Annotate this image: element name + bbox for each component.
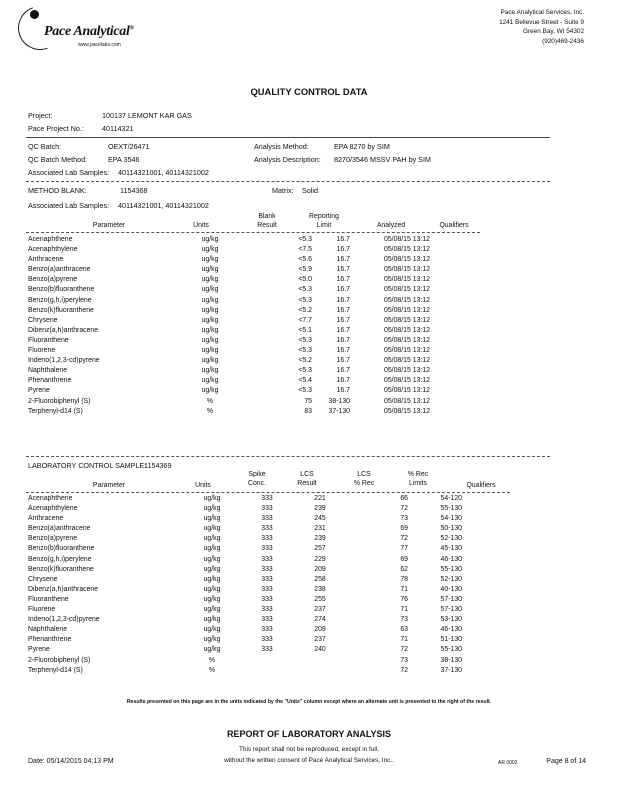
- table-row: [28, 544, 462, 554]
- table-cell: 257: [314, 545, 326, 553]
- table-cell: 37-130: [328, 407, 350, 415]
- table-cell: ug/kg: [203, 595, 221, 603]
- table-cell: 333: [261, 595, 273, 603]
- logo-url: www.pacelabs.com: [78, 42, 121, 48]
- spike-conc-header: Spike Conc.: [247, 471, 266, 487]
- table-cell: Benzo(a)pyrene: [28, 276, 78, 284]
- table-row: [28, 397, 430, 407]
- logo-dot-icon: [30, 10, 39, 19]
- table-cell: <5.2: [298, 306, 312, 314]
- table-cell: ug/kg: [201, 357, 219, 365]
- table-cell: 40-130: [440, 585, 462, 593]
- table-cell: %: [208, 656, 216, 664]
- table-cell: 05/08/15 13:12: [384, 316, 430, 324]
- table-cell: 333: [261, 565, 273, 573]
- table-cell: 72: [400, 535, 408, 543]
- table-row: [28, 296, 430, 306]
- table-cell: 16.7: [336, 236, 350, 243]
- table-cell: 45-130: [440, 545, 462, 553]
- table-cell: Benzo(a)anthracene: [28, 525, 91, 533]
- table-cell: 16.7: [336, 246, 350, 254]
- table-row: [28, 514, 462, 524]
- table-cell: ug/kg: [203, 636, 221, 644]
- table-cell: <5.3: [298, 286, 312, 294]
- table-cell: Benzo(b)fluoranthene: [28, 545, 95, 553]
- table-cell: ug/kg: [203, 565, 221, 573]
- table-cell: Benzo(k)fluoranthene: [28, 565, 94, 573]
- project-label: Project:: [28, 111, 53, 120]
- table-cell: ug/kg: [201, 266, 219, 274]
- table-cell: ug/kg: [203, 495, 221, 502]
- reporting-limit-header: Reporting Limit: [309, 213, 339, 229]
- table-cell: ug/kg: [203, 606, 221, 614]
- table-cell: ug/kg: [203, 505, 221, 513]
- table-cell: 16.7: [336, 256, 350, 264]
- table-cell: 83: [304, 407, 312, 415]
- table-row: [28, 595, 462, 605]
- blank-result-header: Blank Result: [257, 213, 277, 229]
- table-cell: 231: [314, 525, 326, 533]
- table-cell: 57-130: [440, 595, 462, 603]
- table-cell: 333: [261, 525, 273, 533]
- table-cell: <5.2: [298, 357, 312, 365]
- table-cell: 05/08/15 13:12: [384, 377, 430, 385]
- table-cell: 237: [314, 636, 326, 644]
- table-row: [28, 285, 430, 295]
- table-cell: Benzo(a)pyrene: [28, 535, 78, 543]
- table-cell: 73: [400, 656, 408, 664]
- table-cell: 05/08/15 13:12: [384, 387, 430, 395]
- table-row: [28, 235, 430, 245]
- table-cell: ug/kg: [201, 367, 219, 375]
- table-row: [28, 494, 462, 504]
- table-cell: %: [208, 666, 216, 674]
- table-cell: 05/08/15 13:12: [384, 236, 430, 243]
- table-row: [28, 615, 462, 625]
- table-row: [28, 407, 430, 417]
- table-cell: 72: [400, 505, 408, 513]
- table-cell: ug/kg: [201, 256, 219, 264]
- method-blank-id: 1154368: [120, 186, 148, 195]
- table-cell: ug/kg: [201, 286, 219, 294]
- table-row: [28, 625, 462, 635]
- table-cell: Acenaphthene: [28, 495, 73, 502]
- table-cell: 46-130: [440, 626, 462, 634]
- table-cell: Chrysene: [28, 575, 58, 583]
- table-cell: 05/08/15 13:12: [384, 326, 430, 334]
- report-date: Date: 05/14/2015 04:13 PM: [28, 758, 114, 765]
- divider: [26, 456, 550, 457]
- table-cell: 274: [314, 616, 326, 624]
- header-underline: [26, 232, 480, 233]
- table-cell: 73: [400, 515, 408, 523]
- qc-batch-method-label: QC Batch Method:: [28, 155, 88, 164]
- lcs-table: [28, 494, 462, 676]
- initials-stamp: AR 0002: [498, 760, 518, 766]
- table-cell: Phenanthrene: [28, 636, 72, 644]
- page-number: Page 8 of 14: [546, 758, 586, 765]
- table-row: [28, 306, 430, 316]
- table-cell: ug/kg: [201, 316, 219, 324]
- table-row: [28, 504, 462, 514]
- table-cell: <5.4: [298, 377, 312, 385]
- table-cell: 05/08/15 13:12: [384, 357, 430, 365]
- table-cell: 2-Fluorobiphenyl (S): [28, 656, 91, 664]
- table-cell: <7.5: [298, 246, 312, 254]
- table-cell: 05/08/15 13:12: [384, 296, 430, 304]
- table-cell: 333: [261, 646, 273, 654]
- table-cell: 54-120: [440, 495, 462, 502]
- table-cell: 75: [304, 397, 312, 405]
- table-row: [28, 346, 430, 356]
- table-cell: 2-Fluorobiphenyl (S): [28, 397, 91, 405]
- table-cell: 38-130: [328, 397, 350, 405]
- method-blank-table: [28, 235, 430, 417]
- table-cell: 16.7: [336, 286, 350, 294]
- analysis-method-label: Analysis Method:: [254, 142, 309, 151]
- table-cell: ug/kg: [203, 555, 221, 563]
- table-row: [28, 645, 462, 655]
- table-cell: 69: [400, 525, 408, 533]
- table-cell: Benzo(g,h,i)perylene: [28, 555, 92, 563]
- table-cell: <5.3: [298, 296, 312, 304]
- table-row: [28, 356, 430, 366]
- project-value: 100137 LEMONT KAR GAS: [102, 111, 192, 120]
- matrix-value: Solid: [302, 186, 318, 195]
- table-cell: Pyrene: [28, 387, 50, 395]
- table-cell: Fluoranthene: [28, 595, 69, 603]
- table-cell: 333: [261, 545, 273, 553]
- table-cell: 255: [314, 595, 326, 603]
- table-cell: 37-130: [440, 666, 462, 674]
- table-cell: [238, 656, 296, 666]
- table-cell: 16.7: [336, 306, 350, 314]
- table-row: [28, 316, 430, 326]
- lcs-parameter-header: Parameter: [92, 482, 126, 489]
- table-cell: 16.7: [336, 316, 350, 324]
- table-cell: <7.7: [298, 316, 312, 324]
- table-cell: <5.0: [298, 276, 312, 284]
- analysis-desc-value: 8270/3546 MSSV PAH by SIM: [334, 155, 431, 164]
- table-cell: Terphenyl-d14 (S): [28, 666, 83, 674]
- table-cell: 333: [261, 636, 273, 644]
- table-row: [28, 326, 430, 336]
- table-cell: <5.6: [298, 256, 312, 264]
- method-blank-label: METHOD BLANK:: [28, 186, 87, 195]
- table-cell: 05/08/15 13:12: [384, 256, 430, 264]
- table-cell: ug/kg: [201, 306, 219, 314]
- table-row: [28, 524, 462, 534]
- qc-batch-label: QC Batch:: [28, 142, 62, 151]
- address-line: Pace Analytical Services, Inc.: [500, 9, 584, 16]
- table-cell: ug/kg: [203, 535, 221, 543]
- table-cell: ug/kg: [203, 585, 221, 593]
- table-cell: 05/08/15 13:12: [384, 347, 430, 355]
- table-cell: 209: [314, 565, 326, 573]
- table-cell: Acenaphthene: [28, 236, 73, 243]
- analyzed-header: Analyzed: [376, 222, 406, 229]
- table-cell: ug/kg: [201, 246, 219, 254]
- lcs-units-header: Units: [195, 482, 211, 489]
- table-cell: 16.7: [336, 377, 350, 385]
- table-row: [28, 605, 462, 615]
- table-cell: 16.7: [336, 387, 350, 395]
- parameter-header: Parameter: [92, 222, 126, 229]
- table-cell: Fluoranthene: [28, 336, 69, 344]
- table-cell: 72: [400, 666, 408, 674]
- header-underline: [26, 492, 510, 493]
- table-cell: 05/08/15 13:12: [384, 397, 430, 405]
- table-row: [28, 386, 430, 396]
- units-header: Units: [193, 222, 209, 229]
- table-row: [28, 265, 430, 275]
- table-cell: ug/kg: [201, 276, 219, 284]
- table-cell: 78: [400, 575, 408, 583]
- table-cell: <5.1: [298, 326, 312, 334]
- address-line: (920)469-2436: [542, 37, 584, 45]
- table-cell: Fluorene: [28, 347, 56, 355]
- table-cell: Fluorene: [28, 606, 56, 614]
- table-cell: 16.7: [336, 367, 350, 375]
- table-cell: Chrysene: [28, 316, 58, 324]
- table-cell: 238: [314, 585, 326, 593]
- table-cell: 333: [261, 535, 273, 543]
- table-cell: ug/kg: [203, 616, 221, 624]
- table-cell: 333: [261, 555, 273, 563]
- table-cell: 53-130: [440, 616, 462, 624]
- table-cell: 54-130: [440, 515, 462, 523]
- address-line: Green Bay, WI 54302: [523, 28, 584, 36]
- table-cell: Acenaphthylene: [28, 505, 78, 513]
- table-cell: 52-130: [440, 535, 462, 543]
- table-cell: 66: [400, 495, 408, 502]
- table-cell: 209: [314, 626, 326, 634]
- table-row: [28, 275, 430, 285]
- units-footnote: Results presented on this page are in the units indicated by the "Units" column except where an alternate unit is presented to the right of the result.: [126, 699, 492, 705]
- table-cell: 16.7: [336, 266, 350, 274]
- qc-batch-method-value: EPA 3546: [108, 155, 140, 164]
- table-cell: ug/kg: [203, 525, 221, 533]
- footer-line: without the written consent of Pace Analytical Services, Inc..: [224, 757, 394, 764]
- table-cell: 71: [400, 585, 408, 593]
- table-cell: 55-130: [440, 505, 462, 513]
- table-cell: 333: [261, 495, 273, 502]
- table-cell: 333: [261, 585, 273, 593]
- lcs-qualifiers-header: Qualifiers: [466, 482, 496, 489]
- assoc-samples-label: Associated Lab Samples:: [28, 168, 110, 177]
- table-cell: Dibenz(a,h)anthracene: [28, 326, 99, 334]
- table-cell: ug/kg: [201, 336, 219, 344]
- table-cell: [296, 666, 344, 676]
- divider: [26, 181, 550, 182]
- divider: [26, 137, 550, 138]
- rec-limits-header: % Rec Limits: [407, 471, 429, 487]
- table-cell: 05/08/15 13:12: [384, 367, 430, 375]
- table-cell: 333: [261, 606, 273, 614]
- table-cell: 333: [261, 515, 273, 523]
- table-cell: 51-130: [440, 636, 462, 644]
- table-row: [28, 565, 462, 575]
- table-row: [28, 336, 430, 346]
- table-row: [28, 656, 462, 666]
- table-cell: 16.7: [336, 326, 350, 334]
- table-cell: 239: [314, 535, 326, 543]
- table-cell: 16.7: [336, 336, 350, 344]
- table-cell: 333: [261, 626, 273, 634]
- qualifiers-header: Qualifiers: [439, 222, 469, 229]
- company-logo: Pace Analytical®: [44, 24, 134, 39]
- analysis-method-value: EPA 8270 by SIM: [334, 142, 390, 151]
- address-line: 1241 Bellevue Street - Suite 9: [499, 18, 584, 26]
- table-cell: 237: [314, 606, 326, 614]
- lcs-rec-header: LCS % Rec: [353, 471, 375, 487]
- table-cell: ug/kg: [203, 545, 221, 553]
- table-cell: <5.3: [298, 387, 312, 395]
- table-cell: 72: [400, 646, 408, 654]
- page-title: QUALITY CONTROL DATA: [250, 86, 368, 97]
- table-cell: ug/kg: [201, 296, 219, 304]
- table-cell: Benzo(k)fluoranthene: [28, 306, 94, 314]
- table-cell: <5.3: [298, 347, 312, 355]
- table-cell: <5.3: [298, 336, 312, 344]
- table-cell: 05/08/15 13:12: [384, 286, 430, 294]
- table-cell: 333: [261, 575, 273, 583]
- table-cell: Naphthalene: [28, 626, 68, 634]
- lab-address: [499, 8, 584, 46]
- qc-batch-value: OEXT/26471: [108, 142, 150, 151]
- table-row: [28, 366, 430, 376]
- table-cell: 05/08/15 13:12: [384, 266, 430, 274]
- table-cell: Naphthalene: [28, 367, 68, 375]
- table-row: [28, 575, 462, 585]
- table-cell: <5.9: [298, 266, 312, 274]
- table-cell: Phenanthrene: [28, 377, 72, 385]
- table-cell: 71: [400, 606, 408, 614]
- table-row: [28, 635, 462, 645]
- table-cell: 55-130: [440, 565, 462, 573]
- table-cell: 52-130: [440, 575, 462, 583]
- table-cell: 333: [261, 505, 273, 513]
- assoc-samples-value: 40114321001, 40114321002: [118, 168, 209, 177]
- table-row: [28, 255, 430, 265]
- table-cell: <5.3: [298, 367, 312, 375]
- table-cell: 63: [400, 626, 408, 634]
- table-cell: %: [206, 407, 214, 415]
- footer-line: This report shall not be reproduced, except in full,: [239, 746, 379, 753]
- table-cell: [296, 656, 344, 666]
- table-cell: 16.7: [336, 276, 350, 284]
- table-cell: 76: [400, 595, 408, 603]
- table-cell: 38-130: [440, 656, 462, 664]
- table-cell: 16.7: [336, 357, 350, 365]
- project-no-value: 40114321: [102, 124, 134, 133]
- table-cell: ug/kg: [201, 347, 219, 355]
- table-cell: 245: [314, 515, 326, 523]
- table-cell: 55-130: [440, 646, 462, 654]
- table-cell: %: [206, 397, 214, 405]
- table-cell: ug/kg: [203, 515, 221, 523]
- table-row: [28, 376, 430, 386]
- table-cell: 221: [314, 495, 326, 502]
- table-cell: 57-130: [440, 606, 462, 614]
- project-no-label: Pace Project No.:: [28, 124, 84, 133]
- table-cell: ug/kg: [201, 236, 219, 243]
- table-cell: Acenaphthylene: [28, 246, 78, 254]
- analysis-desc-label: Analysis Description:: [254, 155, 321, 164]
- table-cell: Pyrene: [28, 646, 50, 654]
- table-cell: 239: [314, 505, 326, 513]
- table-cell: Anthracene: [28, 256, 64, 264]
- table-cell: ug/kg: [201, 377, 219, 385]
- table-cell: 71: [400, 636, 408, 644]
- matrix-label: Matrix:: [272, 186, 294, 195]
- table-cell: ug/kg: [203, 646, 221, 654]
- table-cell: 05/08/15 13:12: [384, 407, 430, 415]
- table-cell: 16.7: [336, 347, 350, 355]
- table-row: [28, 666, 462, 676]
- table-cell: Terphenyl-d14 (S): [28, 407, 83, 415]
- table-cell: Dibenz(a,h)anthracene: [28, 585, 99, 593]
- table-cell: 16.7: [336, 296, 350, 304]
- table-cell: 46-130: [440, 555, 462, 563]
- table-cell: 73: [400, 616, 408, 624]
- table-cell: Benzo(b)fluoranthene: [28, 286, 95, 294]
- table-cell: 05/08/15 13:12: [384, 336, 430, 344]
- table-row: [28, 245, 430, 255]
- table-cell: ug/kg: [203, 626, 221, 634]
- lcs-label: LABORATORY CONTROL SAMPLE:: [28, 461, 147, 470]
- table-cell: Indeno(1,2,3-cd)pyrene: [28, 616, 100, 624]
- table-cell: 05/08/15 13:12: [384, 276, 430, 284]
- table-cell: Indeno(1,2,3-cd)pyrene: [28, 357, 100, 365]
- table-cell: 05/08/15 13:12: [384, 246, 430, 254]
- table-cell: ug/kg: [201, 326, 219, 334]
- lcs-result-header: LCS Result: [297, 471, 317, 487]
- table-row: [28, 555, 462, 565]
- table-cell: Benzo(a)anthracene: [28, 266, 91, 274]
- table-cell: 05/08/15 13:12: [384, 306, 430, 314]
- table-cell: 333: [261, 616, 273, 624]
- table-cell: 240: [314, 646, 326, 654]
- table-cell: 229: [314, 555, 326, 563]
- blank-assoc-label: Associated Lab Samples:: [28, 201, 110, 210]
- table-cell: 77: [400, 545, 408, 553]
- table-cell: 62: [400, 565, 408, 573]
- table-cell: ug/kg: [201, 387, 219, 395]
- lcs-id: 1154369: [144, 461, 172, 470]
- blank-assoc-value: 40114321001, 40114321002: [118, 201, 209, 210]
- table-cell: 50-130: [440, 525, 462, 533]
- table-cell: ug/kg: [203, 575, 221, 583]
- table-cell: Benzo(g,h,i)perylene: [28, 296, 92, 304]
- report-title: REPORT OF LABORATORY ANALYSIS: [226, 729, 392, 739]
- table-cell: Anthracene: [28, 515, 64, 523]
- table-cell: 258: [314, 575, 326, 583]
- table-cell: <5.3: [298, 236, 312, 243]
- table-row: [28, 534, 462, 544]
- table-cell: 69: [400, 555, 408, 563]
- table-cell: [238, 666, 296, 676]
- table-row: [28, 585, 462, 595]
